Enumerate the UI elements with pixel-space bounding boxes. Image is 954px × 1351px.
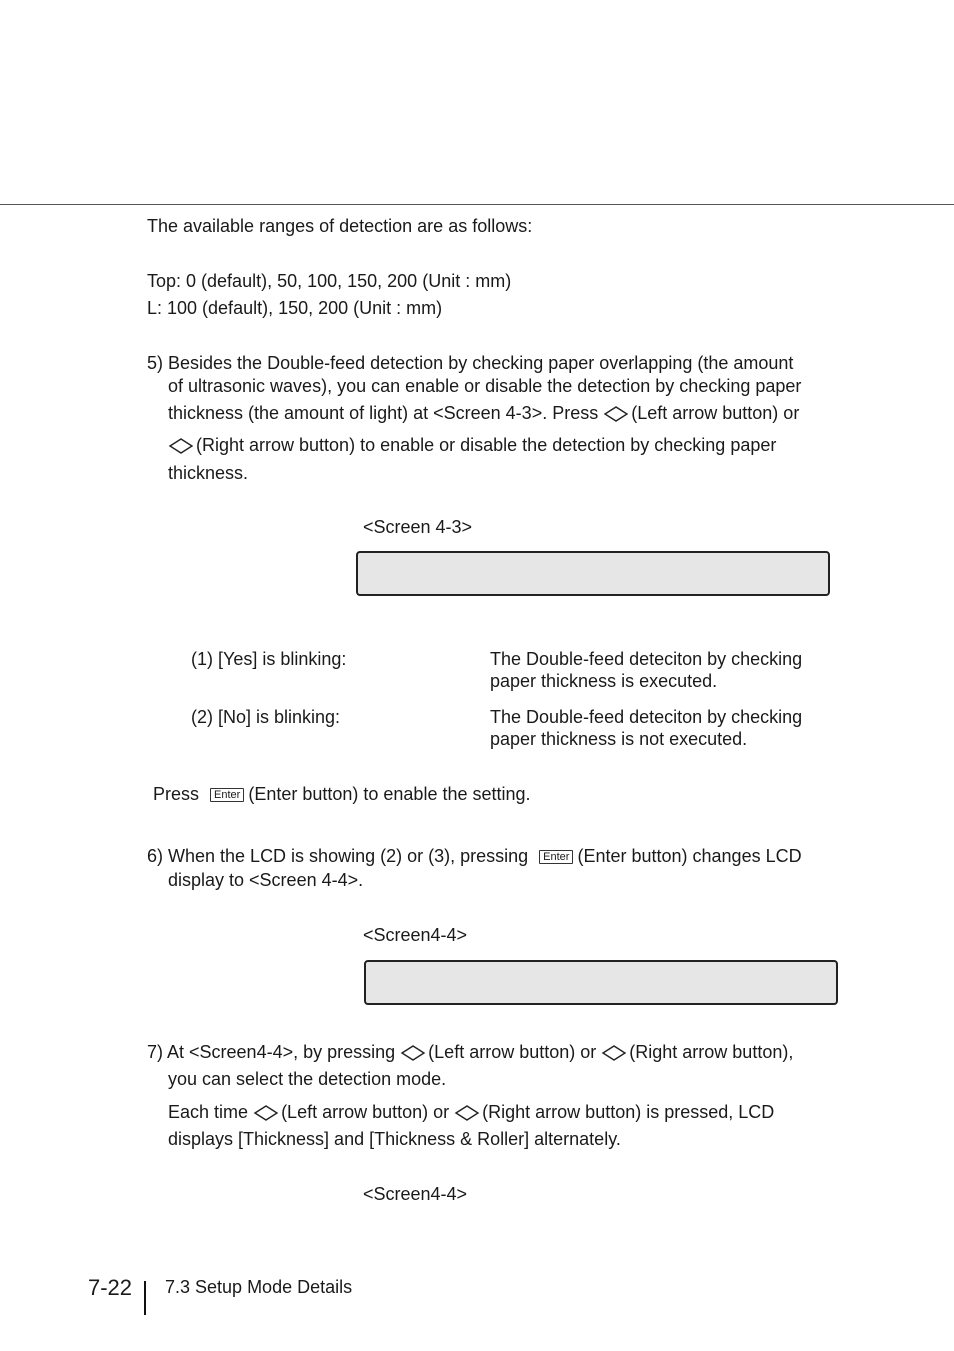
- step7-line1-text-b: (Left arrow button) or: [428, 1042, 597, 1062]
- blink-no-label: (2) [No] is blinking:: [191, 707, 341, 727]
- step7-line3-text-b: (Left arrow button) or: [281, 1102, 450, 1122]
- screen43-label: <Screen 4-3>: [363, 517, 473, 537]
- step7-line4: displays [Thickness] and [Thickness & Roller] alternately.: [168, 1129, 621, 1149]
- blink-no-desc2: paper thickness is not executed.: [490, 729, 748, 749]
- step5-line3-text-a: thickness (the amount of light) at <Screen 4-3>. Press: [168, 403, 599, 423]
- step5-line4-text: (Right arrow button) to enable or disable the detection by checking paper: [196, 435, 777, 455]
- step7-line3-text-c: (Right arrow button) is pressed, LCD: [482, 1102, 775, 1122]
- range-top: Top: 0 (default), 50, 100, 150, 200 (Unit : mm): [147, 271, 512, 291]
- enter-key-icon: Enter: [539, 850, 573, 864]
- screen44-label-a: <Screen4-4>: [363, 925, 468, 945]
- step7-line1-text-a: 7) At <Screen4-4>, by pressing: [147, 1042, 396, 1062]
- step5-line5: thickness.: [168, 463, 249, 483]
- step5-line3: [168, 402, 799, 424]
- step5-line2: of ultrasonic waves), you can enable or disable the detection by checking paper: [168, 376, 802, 396]
- press-enter-text: (Enter button) to enable the setting.: [248, 784, 531, 804]
- enter-key-icon: Enter: [210, 788, 244, 802]
- step7-line3-text-a: Each time: [168, 1102, 249, 1122]
- screen44-label-b: <Screen4-4>: [363, 1184, 468, 1204]
- step7-line2: you can select the detection mode.: [168, 1069, 447, 1089]
- screen44-lcd-display: [364, 960, 838, 1005]
- step5-line3-text-b: (Left arrow button) or: [631, 403, 800, 423]
- right-arrow-icon: [168, 438, 194, 454]
- right-arrow-icon: [601, 1045, 627, 1061]
- footer-divider: [144, 1281, 146, 1315]
- blink-yes-label: (1) [Yes] is blinking:: [191, 649, 347, 669]
- step5-line4: [168, 434, 776, 456]
- step7-line3: [168, 1101, 774, 1123]
- screen43-lcd-display: [356, 551, 830, 596]
- blink-no-desc1: The Double-feed deteciton by checking: [490, 707, 803, 727]
- blink-yes-desc2: paper thickness is executed.: [490, 671, 718, 691]
- blink-yes-desc1: The Double-feed deteciton by checking: [490, 649, 803, 669]
- range-l: L: 100 (default), 150, 200 (Unit : mm): [147, 298, 443, 318]
- section-title: 7.3 Setup Mode Details: [165, 1277, 353, 1297]
- intro-text: The available ranges of detection are as follows:: [147, 216, 533, 236]
- press-enter-line: [153, 783, 531, 805]
- step6-line2: display to <Screen 4-4>.: [168, 870, 364, 890]
- right-arrow-icon: [454, 1105, 480, 1121]
- step7-line1-text-c: (Right arrow button),: [629, 1042, 794, 1062]
- step7-line1: [147, 1041, 793, 1063]
- left-arrow-icon: [253, 1105, 279, 1121]
- press-text: Press: [153, 784, 200, 804]
- step6-line1: [147, 845, 802, 867]
- header-rule: [0, 204, 954, 205]
- left-arrow-icon: [603, 406, 629, 422]
- page-number: 7-22: [88, 1275, 133, 1300]
- step5-line1: 5) Besides the Double-feed detection by checking paper overlapping (the amount: [147, 353, 794, 373]
- step6-line1-text-a: 6) When the LCD is showing (2) or (3), pressing: [147, 846, 529, 866]
- left-arrow-icon: [400, 1045, 426, 1061]
- step6-line1-text-b: (Enter button) changes LCD: [577, 846, 802, 866]
